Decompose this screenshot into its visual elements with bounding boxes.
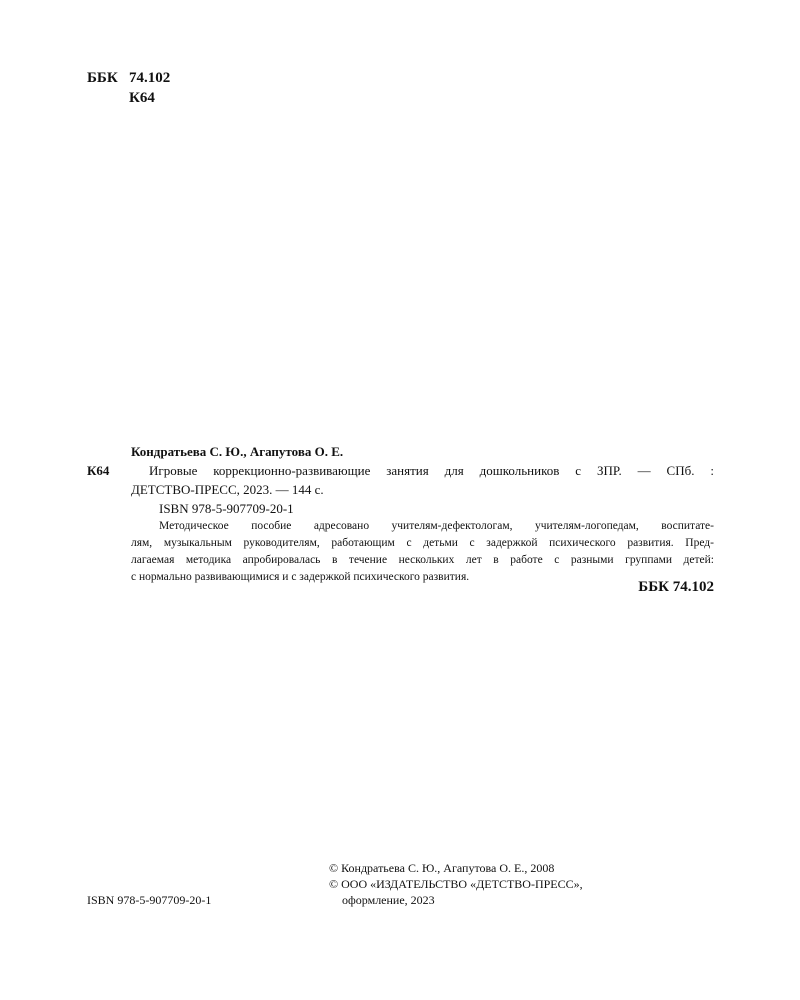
bibliographic-entry xyxy=(87,442,714,586)
entry-title-row xyxy=(87,461,714,480)
entry-title-line-1: Игровые коррекционно-развивающие занятия для дошкольников с ЗПР. — СПб. : xyxy=(149,463,714,478)
isbn-bottom: ISBN 978-5-907709-20-1 xyxy=(87,893,212,907)
copyright-block xyxy=(329,860,583,908)
entry-annotation xyxy=(87,518,714,586)
annotation-line: лям, музыкальным руководителям, работающим с детьми с задержкой психического развития. Пред- xyxy=(131,537,714,549)
top-classification-block xyxy=(87,68,170,108)
entry-authors: Кондратьева С. Ю., Агапутова О. Е. xyxy=(131,444,344,459)
bbk-index-right: ББК 74.102 xyxy=(638,579,714,595)
annotation-line: лагаемая методика апробировалась в течение нескольких лет в работе с разными группами детей: xyxy=(131,554,714,566)
copyright-line-3: оформление, 2023 xyxy=(342,893,435,907)
annotation-line: с нормально развивающимися и с задержкой психического развития. xyxy=(131,571,470,583)
annotation-line: Методическое пособие адресовано учителям-дефектологам, учителям-логопедам, воспитате- xyxy=(159,520,714,532)
entry-title-line-2: ДЕТСТВО-ПРЕСС, 2023. — 144 с. xyxy=(131,482,324,497)
bbk-label: ББК xyxy=(87,70,118,86)
entry-author-mark: К64 xyxy=(87,463,110,478)
entry-isbn: ISBN 978-5-907709-20-1 xyxy=(159,501,294,516)
bbk-header-row xyxy=(87,68,170,88)
bbk-code: 74.102 xyxy=(129,70,171,86)
copyright-line-2: © ООО «ИЗДАТЕЛЬСТВО «ДЕТСТВО-ПРЕСС», xyxy=(329,877,583,891)
copyright-line-1: © Кондратьева С. Ю., Агапутова О. Е., 2008 xyxy=(329,861,555,875)
author-mark-top: К64 xyxy=(129,90,155,106)
